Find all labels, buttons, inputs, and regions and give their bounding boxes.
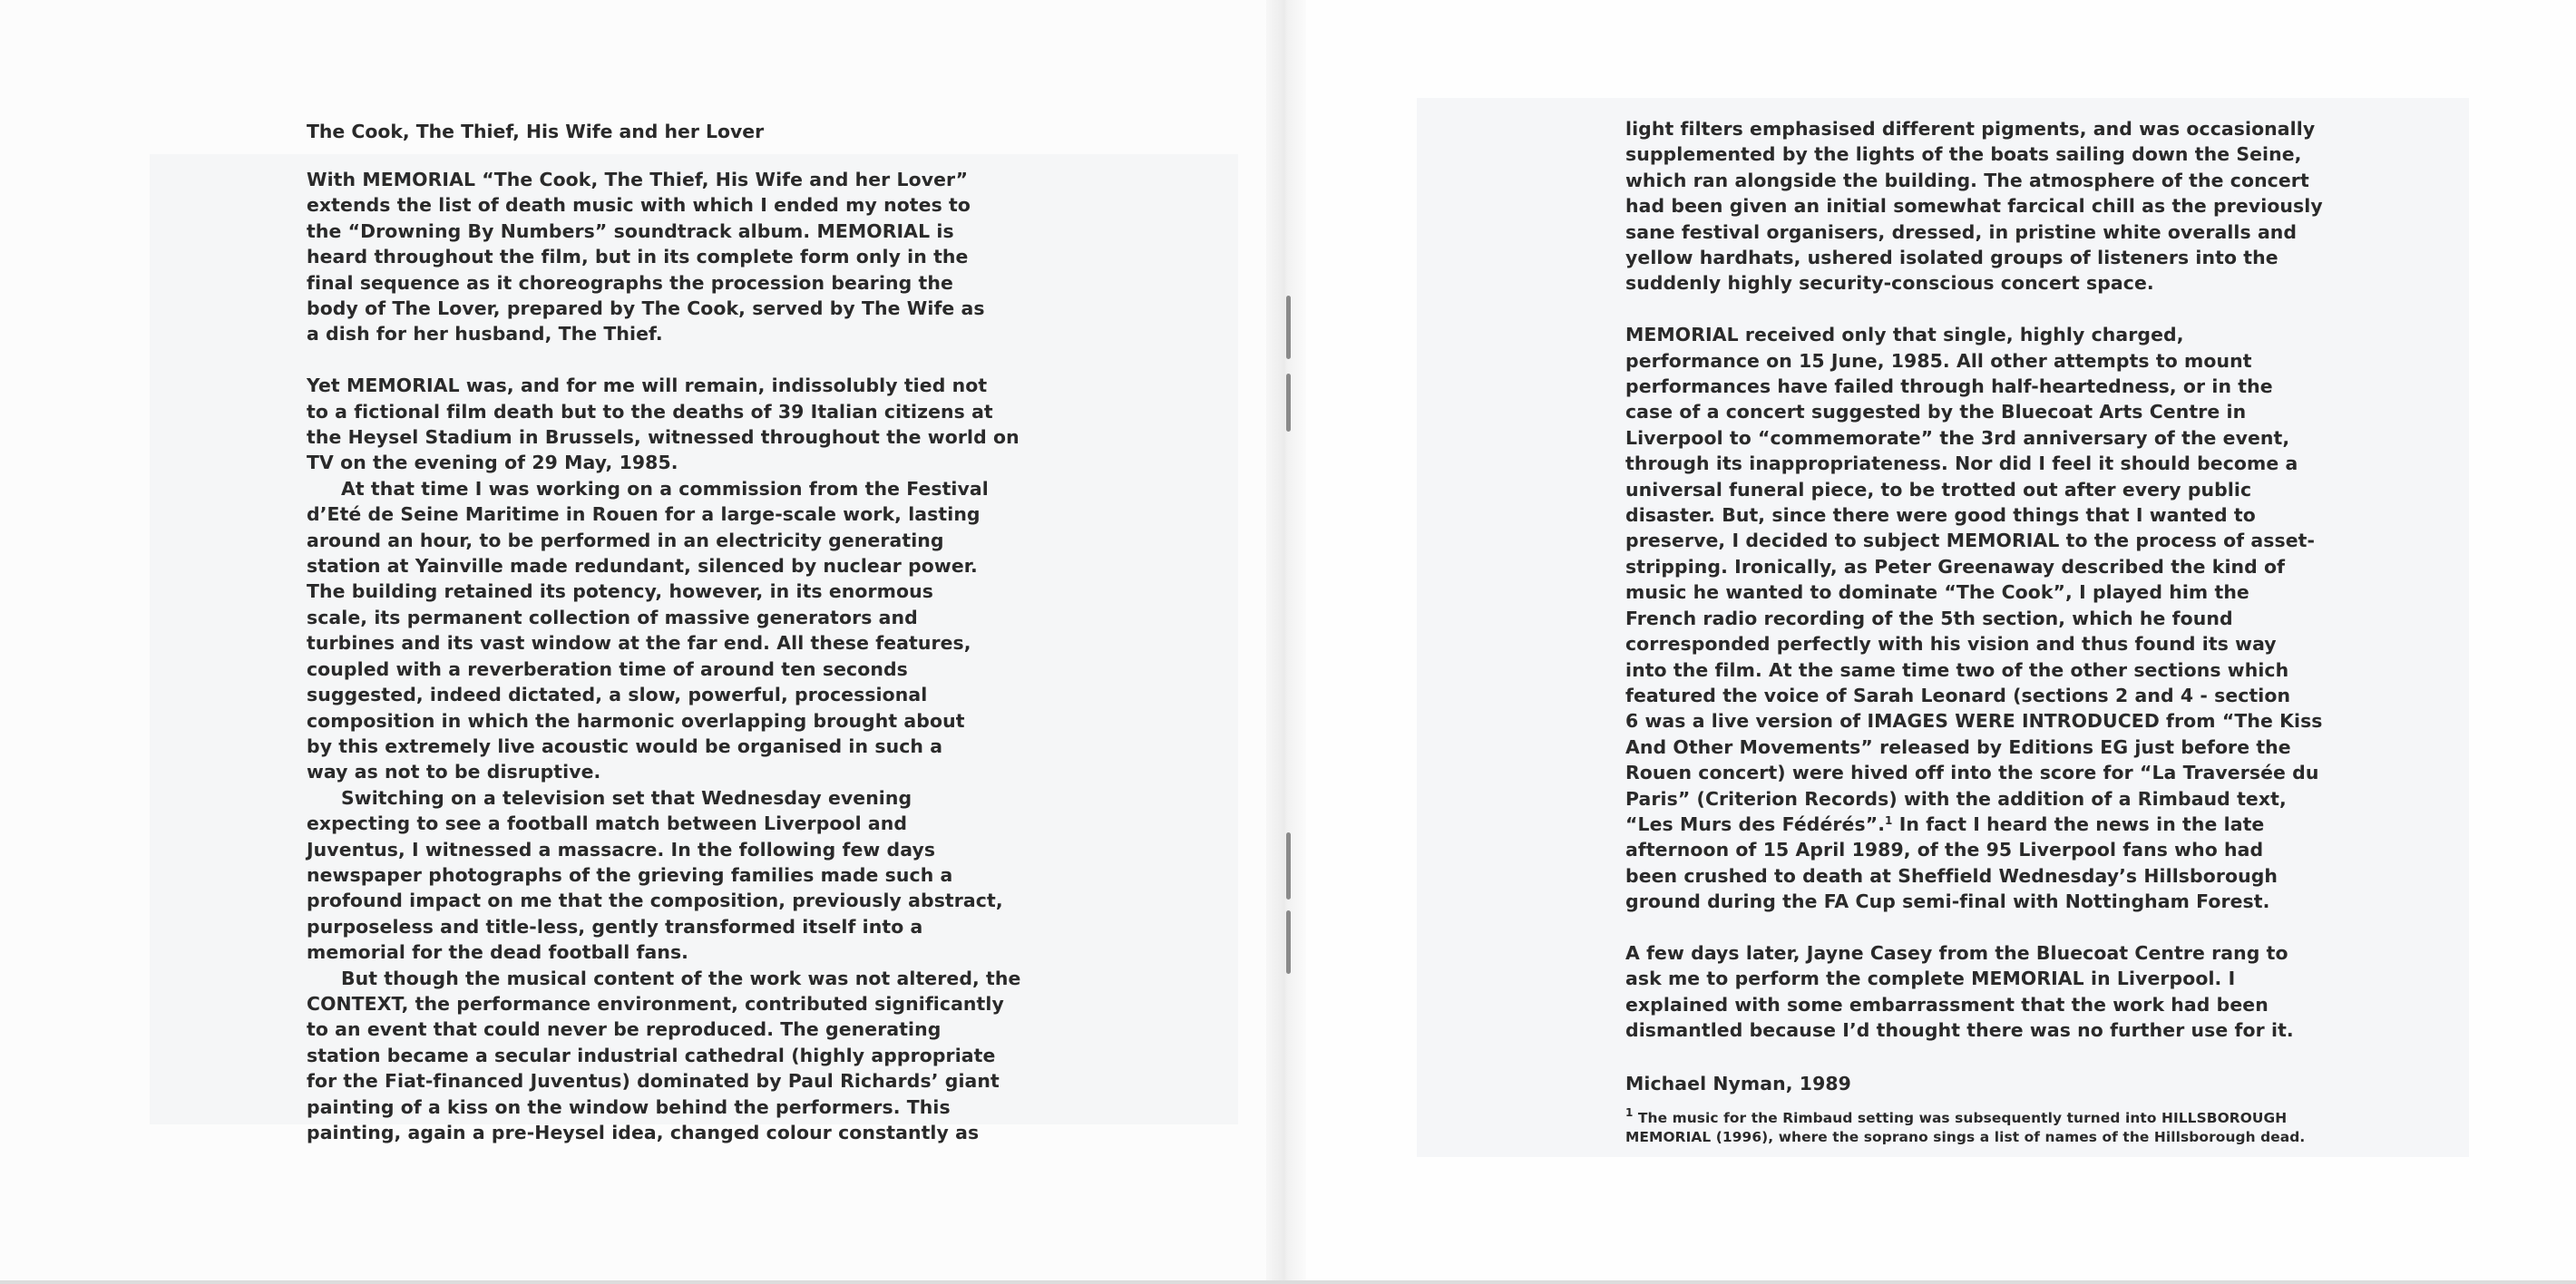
footnote-marker[interactable]: 1 (1885, 813, 1893, 827)
signature: Michael Nyman, 1989 (1625, 1072, 1851, 1094)
paragraph: But though the musical content of the work was not altered, the CONTEXT, the performance environment, contributed significantly to an event that could never be reproduced. The generating station became a secular industrial cathedral (highly appropriate for the Fiat-financed Juventus) dominated by Paul Richards’ giant painting of a kiss on the window behind the performers. This painting, again a pre-Heysel idea, changed colour constantly as (307, 967, 1021, 1144)
paragraph: Switching on a television set that Wednesday evening expecting to see a football match between Liverpool and Juventus, I witnessed a massacre. In the following few days newspaper photographs of the grieving families made such a profound impact on me that the composition, previously abstract, purposeless and title-less, gently transformed itself into a memorial for the dead football fans. (307, 786, 1003, 964)
staple-bottom (1286, 832, 1291, 900)
section-heading: The Cook, The Thief, His Wife and her Lover (307, 121, 765, 142)
right-column (1625, 116, 2323, 1147)
footnote-number: 1 (1625, 1106, 1634, 1119)
staple-top-lower (1286, 374, 1291, 432)
staple-top (1286, 296, 1291, 359)
spine-gutter (1266, 0, 1306, 1284)
paragraph: Yet MEMORIAL was, and for me will remain, indissolubly tied not to a fictional film death but to the deaths of 39 Italian citizens at the Heysel Stadium in Brussels, witnessed throughout the world on TV on the evening of 29 May, 1985. (307, 374, 1020, 474)
footnote: $^1$ The music for the Rimbaud setting was subsequently turned into HILLSBOROUGH MEMORIAL (1996), where the soprano sings a list of names of the Hillsborough dead. (1625, 1106, 2306, 1145)
paragraph: With MEMORIAL “The Cook, The Thief, His Wife and her Lover” extends the list of death music with which I ended my notes to the “Drowning By Numbers” soundtrack album. MEMORIAL is heard throughout the film, but in its complete form only in the final sequence as it choreographs the procession bearing the body of The Lover, prepared by The Cook, served by The Wife as a dish for her husband, The Thief. (307, 169, 985, 345)
footnote-reference-line: “Les Murs des Fédérés”.$^1$ In fact I heard the news in the late (1625, 812, 2265, 835)
left-column (307, 167, 1021, 1145)
paragraph: MEMORIAL received only that single, highly charged, performance on 15 June, 1985. All other attempts to mount performances have failed through half-heartedness, or in the case of a concert suggested by the Bluecoat Arts Centre in Liverpool to “commemorate” the 3rd anniversary of the event, through its inappropriateness. Nor did I feel it should become a universal funeral piece, to be trotted out after every public disaster. But, since there were good things that I wanted to preserve, I decided to subject MEMORIAL to the process of asset- stripping. Ironically, as Peter Greenaway described the kind of music he wanted to dominate “The Cook”, I played him the French radio recording of the 5th section, which he found corresponded perfectly with his vision and thus found its way into the film. At the same time two of the other sections which featured the voice of Sarah Leonard (sections 2 and 4 - section 6 was a live version of IMAGES WERE INTRODUCED from “The Kiss And Other Movements” released by Editions EG just before the Rouen concert) were hived off into the score for “La Traversée du Paris” (Criterion Records) with the addition of a Rimbaud text, “Les Murs des Fédérés”.$^1$ In fact I heard the news in the late afternoon of 15 April 1989, of the 95 Liverpool fans who had been crushed to death at Sheffield Wednesday’s Hillsborough ground during the FA Cup semi-final with Nottingham Forest. (1625, 324, 2323, 913)
paragraph: light filters emphasised different pigments, and was occasionally supplemented by the lights of the boats sailing down the Seine, which ran alongside the building. The atmosphere of the concert had been given an initial somewhat farcical chill as the previously sane festival organisers, dressed, in pristine white overalls and yellow hardhats, ushered isolated groups of listeners into the suddenly highly security-conscious concert space. (1625, 118, 2323, 295)
page-bottom-edge (0, 1280, 2576, 1284)
staple-bottom-lower (1286, 910, 1291, 974)
paragraph: At that time I was working on a commission from the Festival d’Eté de Seine Maritime in Rouen for a large-scale work, lasting around an hour, to be performed in an electricity generating station at Yainville made redundant, silenced by nuclear power. The building retained its potency, however, in its enormous scale, its permanent collection of massive generators and turbines and its vast window at the far end. All these features, coupled with a reverberation time of around ten seconds suggested, indeed dictated, a slow, powerful, processional composition in which the harmonic overlapping brought about by this extremely live acoustic would be organised in such a way as not to be disruptive. (307, 477, 989, 783)
paragraph: A few days later, Jayne Casey from the Bluecoat Centre rang to ask me to perform the complete MEMORIAL in Liverpool. I explained with some embarrassment that the work had been dismantled because I’d thought there was no further use for it. (1625, 941, 2294, 1042)
